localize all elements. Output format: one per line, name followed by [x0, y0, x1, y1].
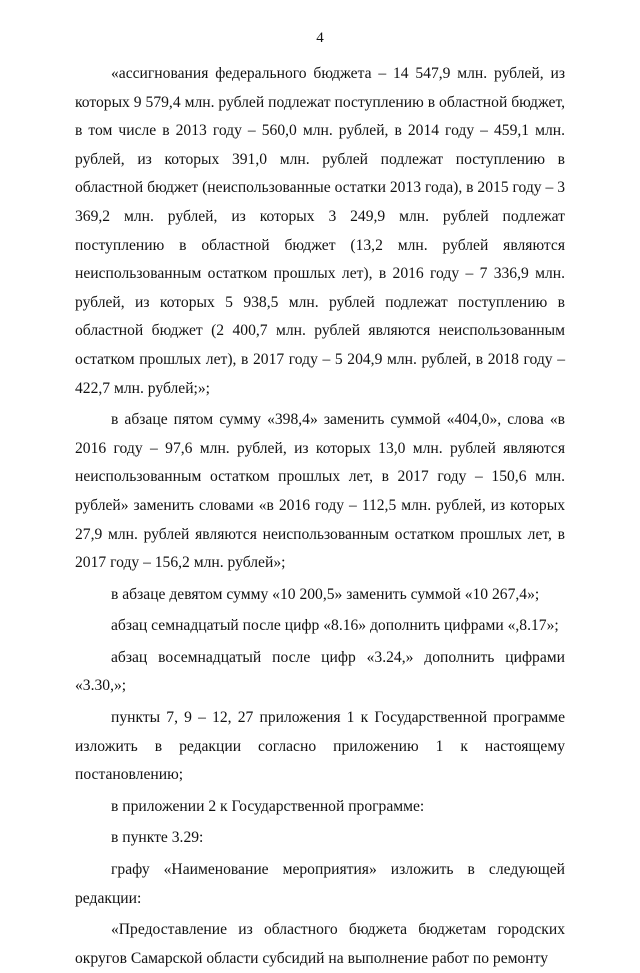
- paragraph-appendix-2: в приложении 2 к Государственной программе:: [111, 797, 425, 815]
- paragraph-fifth-abzac: в абзаце пятом сумму «398,4» заменить суммой «404,0», слова «в 2016 году – 97,6 млн. рублей, из которых 13,0 млн. рублей являются неиспользованным остатком прошлых лет, в 2017 году – 150,6 млн. рублей» заменить словами «в 2016 году – 112,5 млн. рублей, из которых 27,9 млн. рублей являются неиспользованным остатком прошлых лет, в 2017 году – 156,2 млн. рублей»;: [75, 411, 565, 572]
- paragraph-federal-budget: «ассигнования федерального бюджета – 14 547,9 млн. рублей, из которых 9 579,4 млн. рублей подлежат поступлению в областной бюджет, в том числе в 2013 году – 560,0 млн. рублей, в 2014 году – 459,1 млн. рублей, из которых 391,0 млн. рублей подлежат поступлению в областной бюджет (неиспользованные остатки 2013 года), в 2015 году – 3 369,2 млн. рублей, из которых 3 249,9 млн. рублей подлежат поступлению в областной бюджет (13,2 млн. рублей являются неиспользованным остатком прошлых лет), в 2016 году – 7 336,9 млн. рублей, из которых 5 938,5 млн. рублей подлежат поступлению в областной бюджет (2 400,7 млн. рублей являются неиспользованным остатком прошлых лет), в 2017 году – 5 204,9 млн. рублей, в 2018 году – 422,7 млн. рублей;»;: [75, 65, 565, 397]
- paragraph-points-appendix-1: пункты 7, 9 – 12, 27 приложения 1 к Государственной программе изложить в редакции согласно приложению 1 к настоящему постановлению;: [75, 709, 565, 784]
- paragraph-provision-subsidies: «Предоставление из областного бюджета бюджетам городских округов Самарской области субсидий на выполнение работ по ремонту: [75, 921, 565, 967]
- paragraph-ninth-abzac: в абзаце девятом сумму «10 200,5» заменить суммой «10 267,4»;: [111, 585, 540, 603]
- document-body: [75, 60, 565, 973]
- paragraph-seventeenth-abzac: абзац семнадцатый после цифр «8.16» дополнить цифрами «,8.17»;: [111, 617, 559, 635]
- page-number: 4: [316, 30, 324, 46]
- paragraph-point-3-29: в пункте 3.29:: [111, 829, 204, 847]
- paragraph-column-name: графу «Наименование мероприятия» изложить в следующей редакции:: [75, 861, 565, 907]
- paragraph-eighteenth-abzac: абзац восемнадцатый после цифр «3.24,» дополнить цифрами «3.30,»;: [75, 648, 565, 695]
